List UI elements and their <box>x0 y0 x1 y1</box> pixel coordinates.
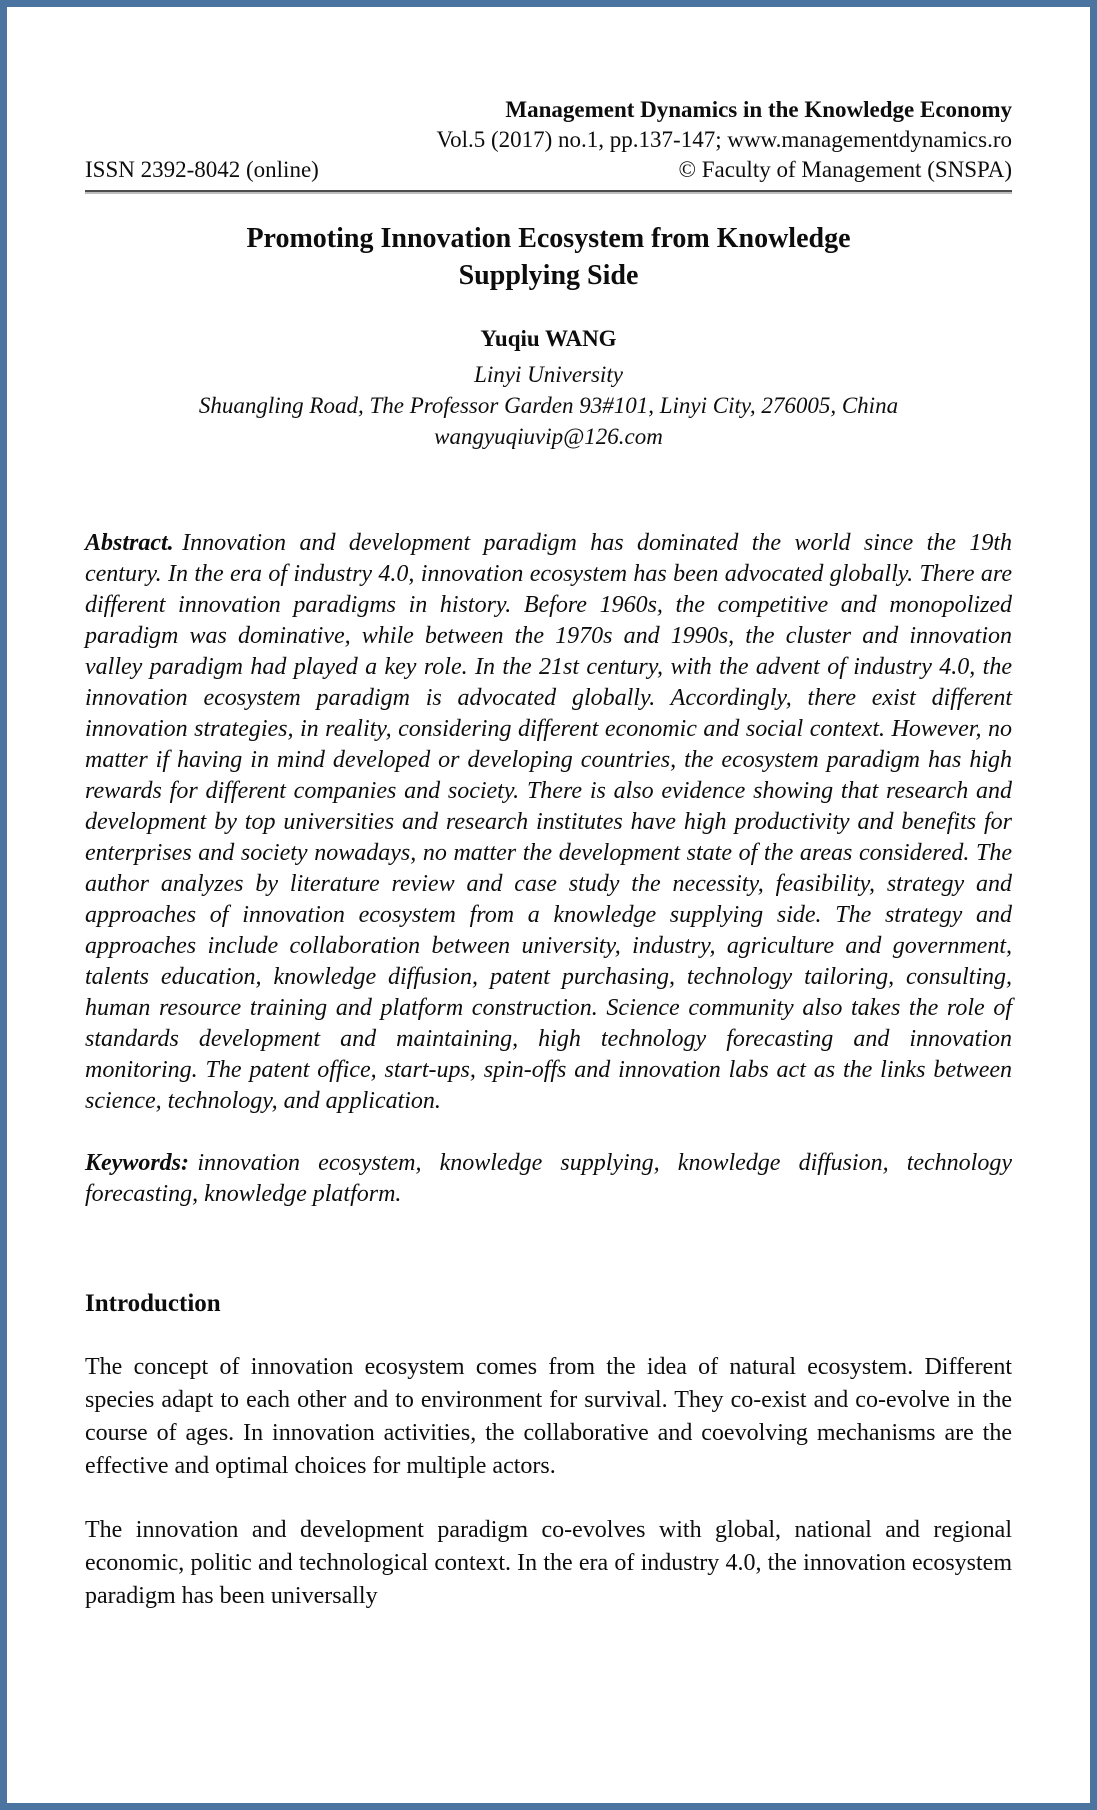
abstract-paragraph <box>85 528 1012 1117</box>
keywords-label: Keywords: <box>85 1150 189 1176</box>
keywords-paragraph <box>85 1148 1012 1210</box>
abstract-label: Abstract. <box>85 530 174 556</box>
journal-issn: ISSN 2392-8042 (online) <box>85 157 319 182</box>
header-rule-divider <box>85 190 1012 194</box>
keywords-text: innovation ecosystem, knowledge supplying, knowledge diffusion, technology forecasting, knowledge platform. <box>85 1150 1012 1207</box>
author-affiliation: Linyi University <box>474 362 623 387</box>
author-name: Yuqiu WANG <box>480 326 617 351</box>
paper-title: Promoting Innovation Ecosystem from Knowledge Supplying Side <box>246 223 851 291</box>
author-block <box>85 324 1012 452</box>
author-email: wangyuqiuvip@126.com <box>434 424 663 449</box>
introduction-paragraph-1: The concept of innovation ecosystem comes from the idea of natural ecosystem. Different species adapt to each other and to environment for survival. They co-exist and co-evolve in the course of ages. In innovation activities, the collaborative and coevolving mechanisms are the effective and optimal choices for multiple actors. <box>85 1354 1012 1479</box>
author-address: Shuangling Road, The Professor Garden 93#101, Linyi City, 276005, China <box>198 393 899 418</box>
issn-row <box>85 155 1012 185</box>
page-content <box>7 95 1090 1613</box>
journal-copyright: © Faculty of Management (SNSPA) <box>678 157 1012 182</box>
journal-name: Management Dynamics in the Knowledge Economy <box>505 97 1012 122</box>
journal-volume-line: Vol.5 (2017) no.1, pp.137-147; www.managementdynamics.ro <box>436 127 1012 152</box>
introduction-paragraph-2: The innovation and development paradigm co-evolves with global, national and regional economic, politic and technological context. In the era of industry 4.0, the innovation ecosystem paradigm has been universally <box>85 1517 1012 1609</box>
journal-header <box>85 95 1012 194</box>
introduction-heading: Introduction <box>85 1290 221 1317</box>
abstract-text: Innovation and development paradigm has dominated the world since the 19th century. In the era of industry 4.0, innovation ecosystem has been advocated globally. There are different innovation paradigms in history. Before 1960s, the competitive and monopolized paradigm was dominative, while between the 1970s and 1990s, the cluster and innovation valley paradigm had played a key role. In the 21st century, with the advent of industry 4.0, the innovation ecosystem paradigm is advocated globally. Accordingly, there exist different innovation strategies, in reality, considering different economic and social context. However, no matter if having in mind developed or developing countries, the ecosystem paradigm has high rewards for different companies and society. There is also evidence showing that research and development by top universities and research institutes have high productivity and benefits for enterprises and society nowadays, no matter the development state of the areas considered. The author analyzes by literature review and case study the necessity, feasibility, strategy and approaches of innovation ecosystem from a knowledge supplying side. The strategy and approaches include collaboration between university, industry, agriculture and government, talents education, knowledge diffusion, patent purchasing, technology tailoring, consulting, human resource training and platform construction. Science community also takes the role of standards development and maintaining, high technology forecasting and innovation monitoring. The patent office, start-ups, spin-offs and innovation labs act as the links between science, technology, and application. <box>85 530 1012 1114</box>
